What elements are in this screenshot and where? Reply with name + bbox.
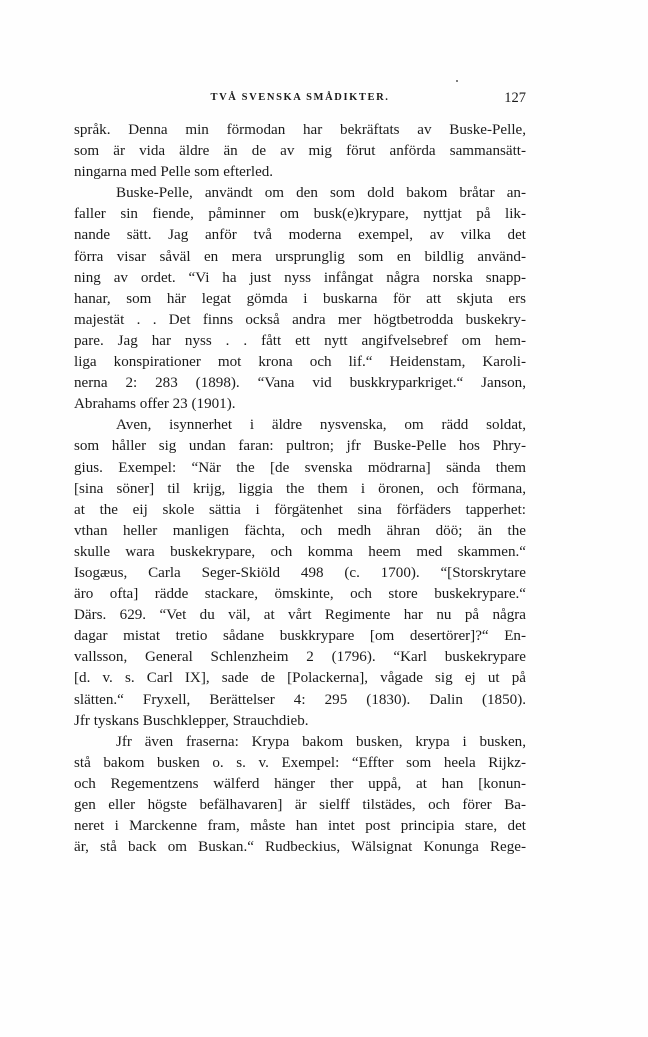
- text-line: och Regementzens wälferd hänger ther uppå, at han [konun-: [74, 775, 526, 792]
- text-line: ning av ordet. “Vi ha just nyss infångat några norska snapp-: [74, 269, 526, 286]
- text-line: Därs. 629. “Vet du väl, at vårt Regimente har nu på några: [74, 607, 526, 624]
- text-line: Jfr tyskans Buschklepper, Strauchdieb.: [74, 712, 309, 729]
- text-line: hanar, som här legat gömda i buskarna för att skjuta ers: [74, 290, 526, 307]
- text-line: vallsson, General Schlenzheim 2 (1796). “Karl buskekrypare: [74, 649, 526, 666]
- text-line: [d. v. s. Carl IX], sade de [Polackerna], vågade sig ej ut på: [74, 670, 526, 687]
- text-line: vthan heller manligen fächta, och medh ähran döö; än the: [74, 522, 526, 539]
- text-line: ningarna med Pelle som efterled.: [74, 164, 274, 181]
- text-line: dagar mistat tretio sådane buskkrypare [om desertörer]?“ En-: [74, 628, 526, 645]
- running-title: TVÅ SVENSKA SMÅDIKTER.: [210, 92, 390, 103]
- text-line: pare. Jag har nyss . . fått ett nytt angifvelsebref om hem-: [74, 332, 526, 349]
- text-line: at the eij skole sättia i förgätenhet sina förfäders tapperhet:: [74, 501, 526, 518]
- text-line: majestät . . Det finns också andra mer högtbetrodda buskekry-: [74, 311, 526, 328]
- text-line: faller sin fiende, påminner om busk(e)krypare, nyttjat på lik-: [74, 206, 526, 223]
- text-line: [sina söner] til krijg, liggia the them i öronen, och förmana,: [74, 480, 526, 497]
- page-number: 127: [504, 90, 526, 106]
- text-line: är, stå back om Buskan.“ Rudbeckius, Wälsignat Konunga Rege-: [74, 839, 526, 856]
- text-line: Isogæus, Carla Seger-Skiöld 498 (c. 1700). “[Storskrytare: [74, 564, 526, 581]
- text-line: stå bakom busken o. s. v. Exempel: “Effter som heela Rijkz-: [74, 754, 526, 771]
- text-line: gen eller högste befälhavaren] är sielff tilstädes, och förer Ba-: [74, 797, 526, 813]
- ink-speck: [456, 80, 458, 82]
- text-line: Jfr även fraserna: Krypa bakom busken, krypa i busken,: [116, 733, 526, 750]
- text-line: Buske-Pelle, användt om den som dold bakom bråtar an-: [116, 185, 526, 202]
- text-line: slätten.“ Fryxell, Berättelser 4: 295 (1830). Dalin (1850).: [74, 691, 526, 708]
- text-line: förra visar såväl en mera ursprunglig som en bildlig använd-: [74, 248, 526, 265]
- text-line: som är vida äldre än de av mig förut anförda sammansätt-: [74, 143, 526, 160]
- text-line: Abrahams offer 23 (1901).: [74, 396, 236, 413]
- text-line: skulle wara buskekrypare, och komma heem med skammen.“: [74, 543, 526, 560]
- body-text: [74, 120, 526, 858]
- page-header: [74, 90, 526, 110]
- text-line: nande sätt. Jag anför två moderna exempel, av vilka det: [74, 227, 526, 244]
- text-line: nerna 2: 283 (1898). “Vana vid buskkryparkriget.“ Janson,: [74, 375, 526, 392]
- text-line: liga konspirationer mot krona och lif.“ Heidenstam, Karoli-: [74, 354, 526, 371]
- text-line: äro ofta] rädde stackare, ömskinte, och store buskekrypare.“: [74, 586, 526, 603]
- text-line: Aven, isynnerhet i äldre nysvenska, om rädd soldat,: [116, 417, 526, 434]
- text-line: neret i Marckenne fram, måste han intet post principia stare, det: [74, 818, 526, 835]
- text-line: gius. Exempel: “När the [de svenska mödrarna] sända them: [74, 459, 526, 476]
- text-line: som håller sig undan faran: pultron; jfr Buske-Pelle hos Phry-: [74, 438, 526, 455]
- text-line: språk. Denna min förmodan har bekräftats av Buske-Pelle,: [74, 122, 526, 138]
